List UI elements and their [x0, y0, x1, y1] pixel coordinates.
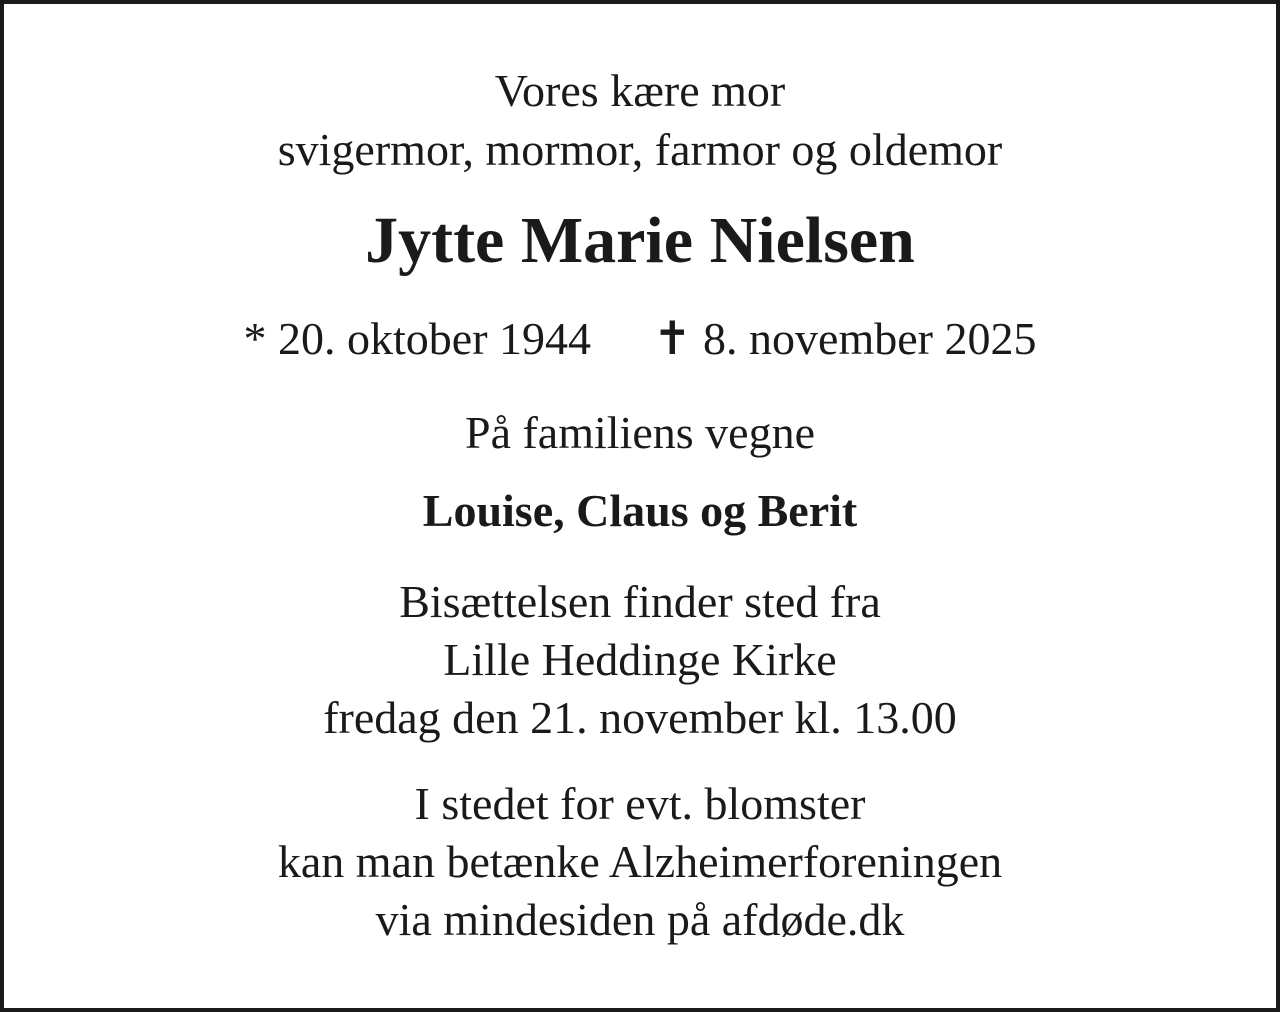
donation-line-1: I stedet for evt. blomster — [414, 778, 866, 829]
deceased-name: Jytte Marie Nielsen — [365, 204, 915, 277]
death-date: ✝ 8. november 2025 — [653, 313, 1037, 364]
family-names: Louise, Claus og Berit — [422, 485, 858, 536]
birth-date: * 20. oktober 1944 — [243, 313, 592, 364]
donation-line-2: kan man betænke Alzheimerforeningen — [277, 836, 1003, 887]
life-dates — [4, 313, 1276, 364]
funeral-line-1: Bisættelsen finder sted fra — [399, 576, 881, 627]
funeral-location: Lille Heddinge Kirke — [443, 634, 837, 685]
donation-line-3: via mindesiden på afdøde.dk — [375, 894, 905, 945]
funeral-time: fredag den 21. november kl. 13.00 — [323, 692, 957, 743]
intro-line-2: svigermor, mormor, farmor og oldemor — [277, 124, 1003, 175]
signoff-intro: På familiens vegne — [464, 407, 815, 458]
intro-line-1: Vores kære mor — [494, 65, 786, 116]
